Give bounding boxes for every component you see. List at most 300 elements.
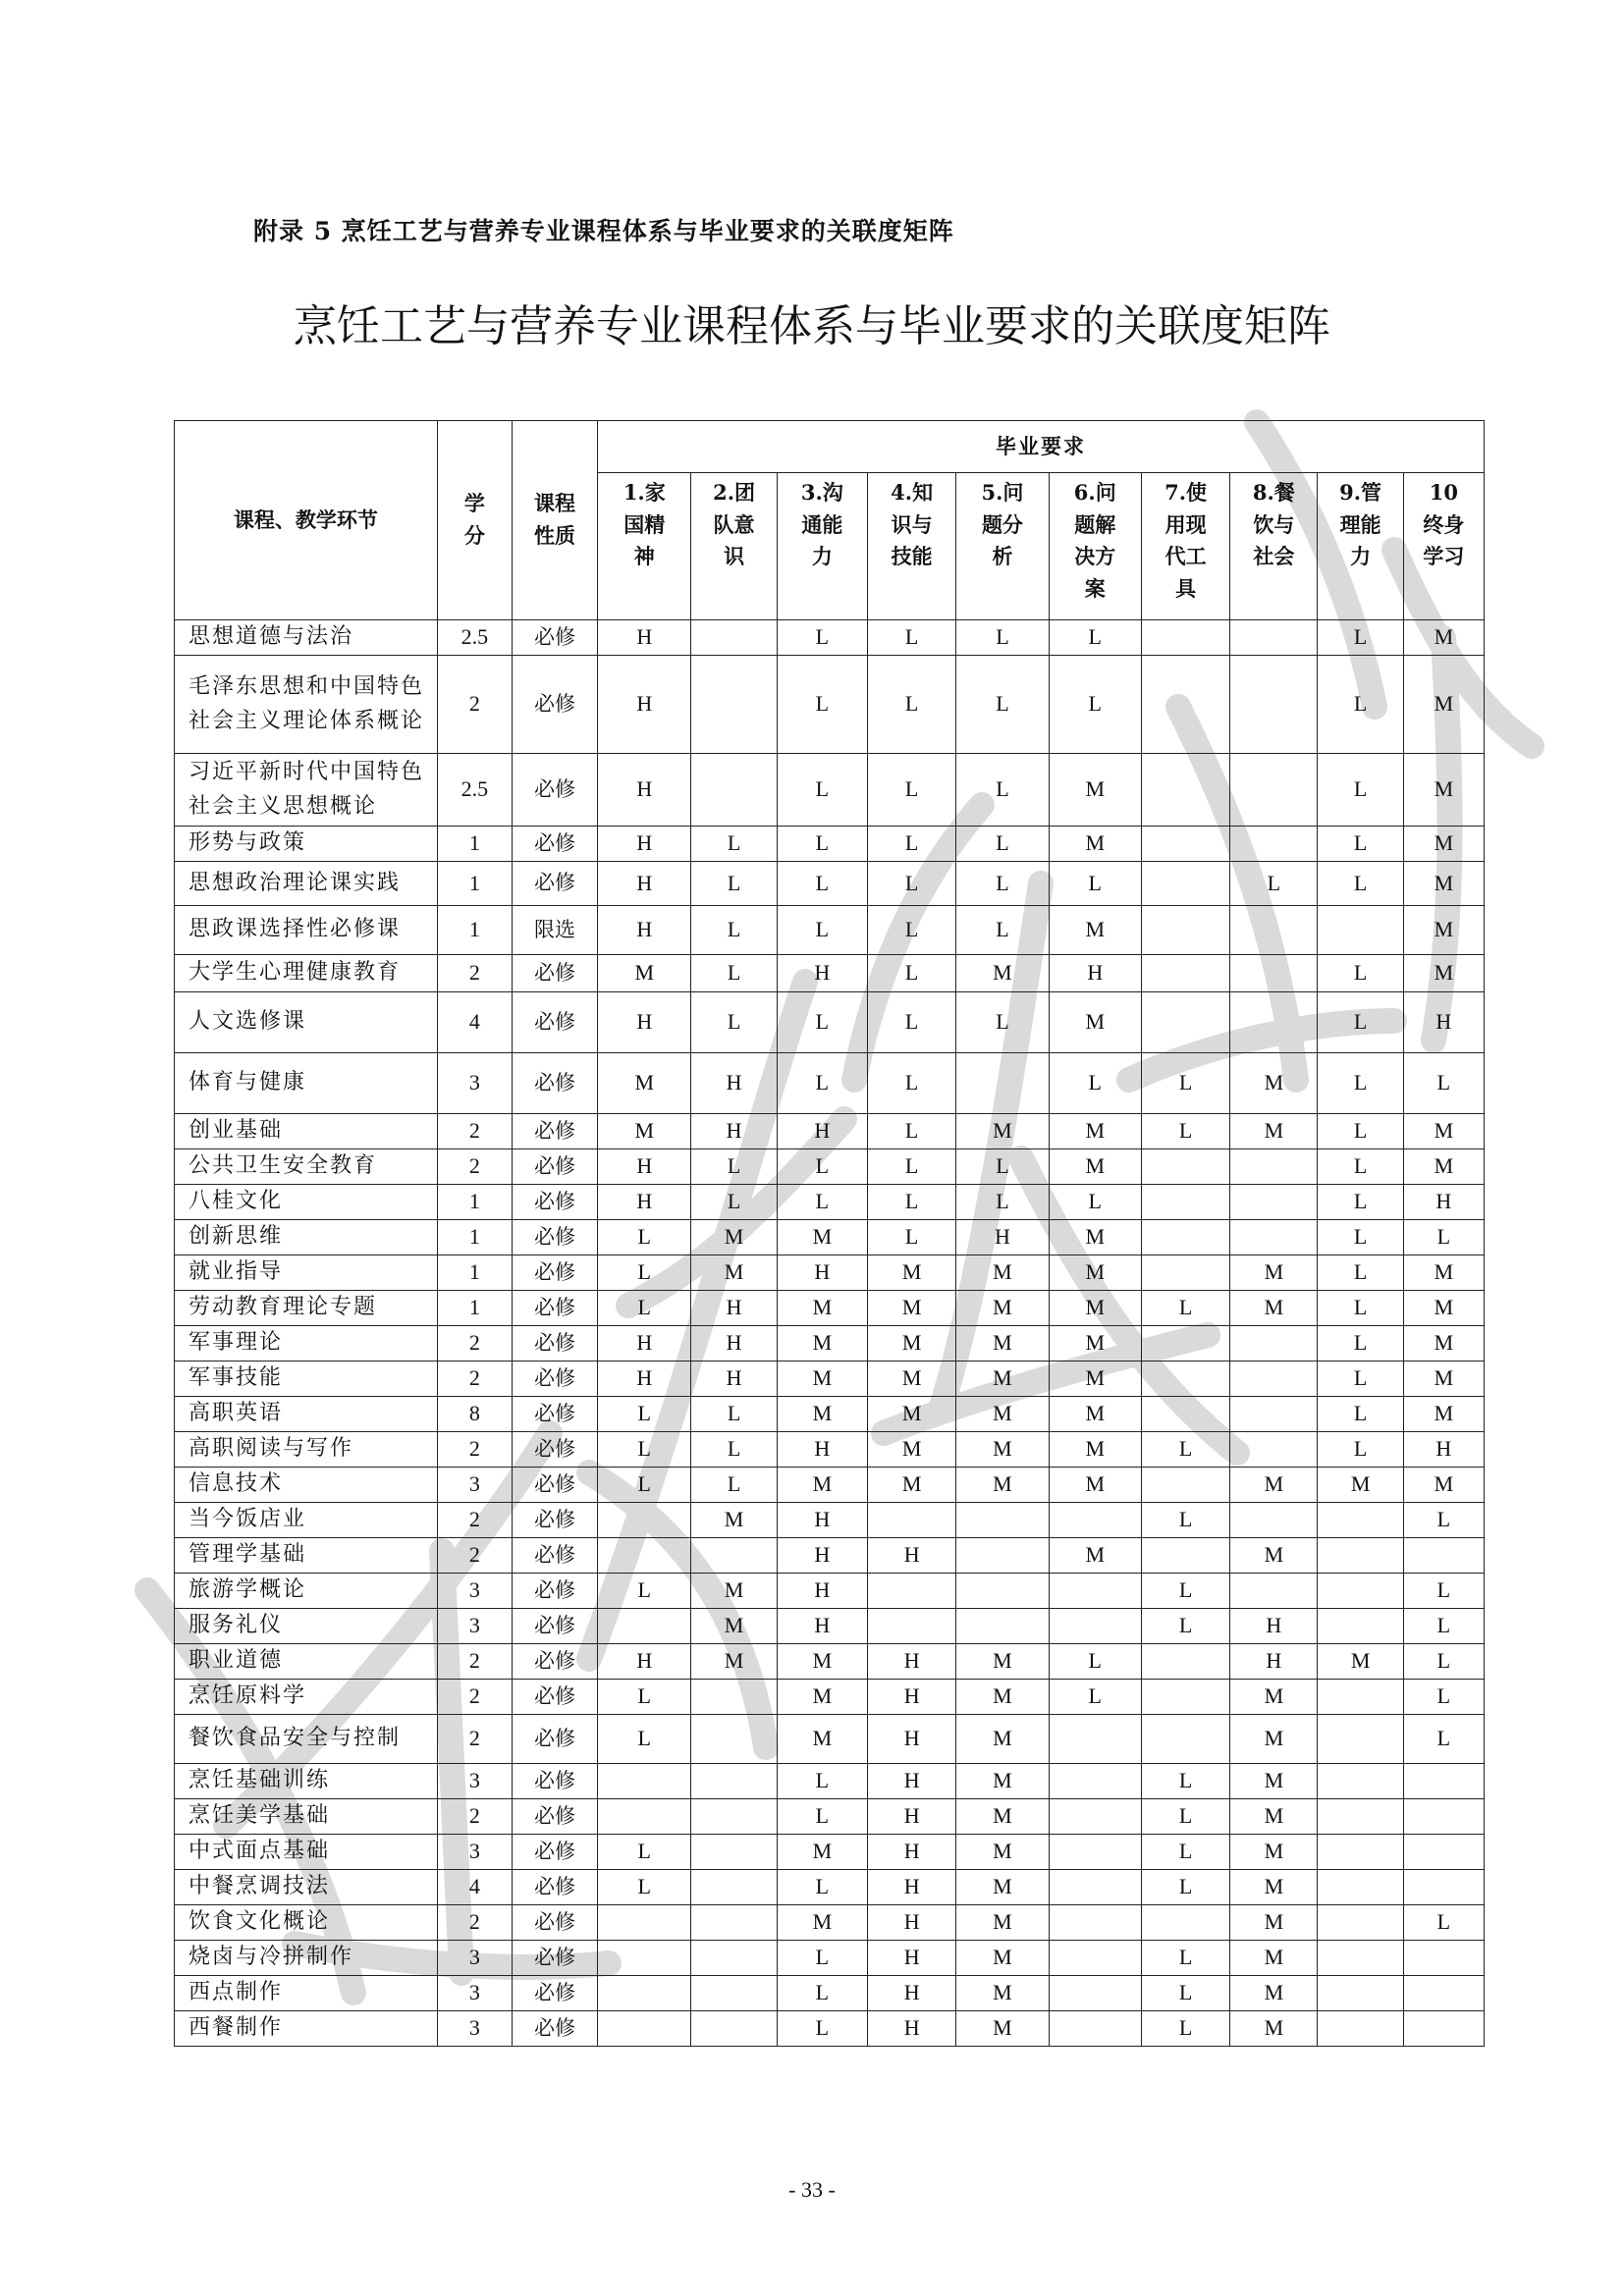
relevance-cell-req-8 [1230,1397,1318,1432]
relevance-cell-req-4: M [868,1362,956,1397]
nature-cell: 必修 [512,1644,597,1680]
relevance-cell-req-10: M [1403,1255,1484,1291]
relevance-cell-req-9 [1318,1941,1403,1976]
relevance-cell-req-5 [956,1609,1049,1644]
relevance-cell-req-6: L [1049,1680,1141,1715]
relevance-cell-req-2 [691,1976,777,2011]
relevance-cell-req-2: H [691,1326,777,1362]
relevance-cell-req-4: L [868,992,956,1053]
relevance-cell-req-5: M [956,1680,1049,1715]
table-row [175,1114,1485,1149]
relevance-cell-req-8 [1230,992,1318,1053]
relevance-cell-req-7 [1141,754,1229,827]
table-row [175,1764,1485,1799]
relevance-cell-req-1: L [598,1715,691,1764]
relevance-cell-req-8: M [1230,1715,1318,1764]
relevance-cell-req-6: L [1049,1644,1141,1680]
relevance-cell-req-8: M [1230,1976,1318,2011]
header-requirement-3: 3.沟 通能 力 [777,473,867,620]
relevance-cell-req-9: L [1318,1362,1403,1397]
credit-cell: 3 [437,1609,512,1644]
relevance-cell-req-9: L [1318,827,1403,862]
relevance-cell-req-8 [1230,656,1318,754]
credit-cell: 2.5 [437,620,512,656]
credit-cell: 2 [437,1149,512,1185]
relevance-cell-req-1: L [598,1291,691,1326]
relevance-cell-req-5 [956,1503,1049,1538]
relevance-cell-req-3: M [777,1680,867,1715]
relevance-cell-req-9: M [1318,1644,1403,1680]
relevance-cell-req-8: M [1230,1255,1318,1291]
nature-cell: 必修 [512,955,597,992]
relevance-cell-req-4 [868,1503,956,1538]
relevance-cell-req-7 [1141,1715,1229,1764]
credit-cell: 2 [437,1715,512,1764]
relevance-cell-req-8 [1230,1432,1318,1468]
relevance-cell-req-6 [1049,1715,1141,1764]
credit-cell: 2 [437,955,512,992]
relevance-cell-req-7 [1141,1326,1229,1362]
relevance-cell-req-6: M [1049,1362,1141,1397]
relevance-cell-req-5: L [956,862,1049,906]
relevance-cell-req-10: M [1403,827,1484,862]
credit-cell: 1 [437,827,512,862]
relevance-cell-req-8: M [1230,1764,1318,1799]
relevance-cell-req-10: L [1403,1680,1484,1715]
relevance-cell-req-8 [1230,1185,1318,1220]
relevance-cell-req-8 [1230,1149,1318,1185]
credit-cell: 1 [437,1185,512,1220]
relevance-cell-req-10: L [1403,1220,1484,1255]
relevance-cell-req-6 [1049,1609,1141,1644]
nature-cell: 必修 [512,862,597,906]
credit-cell: 2 [437,1114,512,1149]
relevance-cell-req-3: L [777,1053,867,1114]
relevance-cell-req-6: M [1049,1397,1141,1432]
course-name-cell: 思想政治理论课实践 [175,862,438,906]
relevance-cell-req-10: H [1403,1432,1484,1468]
table-row [175,656,1485,754]
relevance-cell-req-1 [598,1905,691,1941]
credit-cell: 3 [437,1468,512,1503]
course-name-cell: 信息技术 [175,1468,438,1503]
relevance-cell-req-2: H [691,1362,777,1397]
course-name-cell: 军事技能 [175,1362,438,1397]
page-title: 烹饪工艺与营养专业课程体系与毕业要求的关联度矩阵 [294,301,1330,351]
relevance-cell-req-1 [598,1503,691,1538]
relevance-cell-req-2: M [691,1255,777,1291]
relevance-cell-req-8: M [1230,2011,1318,2047]
course-name-cell: 烧卤与冷拼制作 [175,1941,438,1976]
header-credit-text: 学 分 [463,491,485,548]
relevance-cell-req-9: L [1318,1432,1403,1468]
relevance-cell-req-6: H [1049,955,1141,992]
relevance-cell-req-5 [956,1053,1049,1114]
relevance-cell-req-5: M [956,1799,1049,1835]
relevance-cell-req-7 [1141,1644,1229,1680]
table-row [175,1835,1485,1870]
relevance-cell-req-7: L [1141,1764,1229,1799]
relevance-cell-req-1: L [598,1397,691,1432]
relevance-cell-req-6: M [1049,1291,1141,1326]
relevance-cell-req-2 [691,1905,777,1941]
relevance-cell-req-4: M [868,1468,956,1503]
course-name-cell: 八桂文化 [175,1185,438,1220]
relevance-cell-req-8: M [1230,1053,1318,1114]
relevance-cell-req-4: H [868,2011,956,2047]
course-name-cell: 毛泽东思想和中国特色社会主义理论体系概论 [175,656,438,754]
relevance-cell-req-10 [1403,1870,1484,1905]
table-row [175,1326,1485,1362]
relevance-cell-req-3: M [777,1644,867,1680]
relevance-cell-req-9 [1318,1574,1403,1609]
relevance-cell-req-2: L [691,992,777,1053]
relevance-cell-req-4: M [868,1397,956,1432]
relevance-cell-req-2: H [691,1114,777,1149]
credit-cell: 2 [437,1538,512,1574]
relevance-cell-req-3: L [777,656,867,754]
relevance-cell-req-1 [598,1941,691,1976]
relevance-cell-req-5: L [956,992,1049,1053]
relevance-cell-req-7: L [1141,1941,1229,1976]
relevance-cell-req-10: L [1403,1609,1484,1644]
relevance-cell-req-5: M [956,1291,1049,1326]
relevance-cell-req-6 [1049,1870,1141,1905]
relevance-cell-req-4: L [868,1149,956,1185]
nature-cell: 必修 [512,1574,597,1609]
credit-cell: 2 [437,1503,512,1538]
relevance-cell-req-9: L [1318,754,1403,827]
relevance-cell-req-10 [1403,1976,1484,2011]
course-name-cell: 西餐制作 [175,2011,438,2047]
relevance-cell-req-7 [1141,955,1229,992]
table-row [175,1149,1485,1185]
relevance-cell-req-1: H [598,1644,691,1680]
relevance-cell-req-10: M [1403,620,1484,656]
relevance-cell-req-6 [1049,1835,1141,1870]
relevance-cell-req-10: L [1403,1644,1484,1680]
relevance-cell-req-10 [1403,1538,1484,1574]
relevance-cell-req-7: L [1141,1114,1229,1149]
relevance-cell-req-8: M [1230,1538,1318,1574]
relevance-cell-req-3: L [777,1870,867,1905]
credit-cell: 1 [437,862,512,906]
relevance-cell-req-6: M [1049,1220,1141,1255]
course-name-cell: 西点制作 [175,1976,438,2011]
relevance-cell-req-8 [1230,906,1318,955]
relevance-cell-req-5: M [956,1976,1049,2011]
relevance-cell-req-9 [1318,906,1403,955]
relevance-cell-req-9: L [1318,656,1403,754]
table-row [175,955,1485,992]
relevance-cell-req-2 [691,656,777,754]
credit-cell: 2 [437,1362,512,1397]
credit-cell: 3 [437,1053,512,1114]
relevance-cell-req-8 [1230,955,1318,992]
header-requirement-6: 6.问 题解 决方 案 [1049,473,1141,620]
relevance-cell-req-10: L [1403,1503,1484,1538]
credit-cell: 3 [437,1835,512,1870]
relevance-cell-req-4: L [868,862,956,906]
course-name-cell: 体育与健康 [175,1053,438,1114]
relevance-cell-req-2: L [691,1149,777,1185]
relevance-cell-req-1: L [598,1574,691,1609]
relevance-cell-req-3: L [777,2011,867,2047]
header-requirement-4: 4.知 识与 技能 [868,473,956,620]
table-row [175,1468,1485,1503]
relevance-cell-req-2 [691,620,777,656]
relevance-cell-req-10: M [1403,906,1484,955]
nature-cell: 必修 [512,620,597,656]
course-name-cell: 当今饭店业 [175,1503,438,1538]
nature-cell: 必修 [512,1432,597,1468]
relevance-cell-req-2 [691,1680,777,1715]
relevance-cell-req-4: L [868,955,956,992]
relevance-cell-req-3: M [777,1220,867,1255]
relevance-cell-req-3: M [777,1362,867,1397]
credit-cell: 2 [437,1799,512,1835]
nature-cell: 必修 [512,1255,597,1291]
relevance-cell-req-8: M [1230,1799,1318,1835]
credit-cell: 3 [437,1941,512,1976]
relevance-cell-req-6: M [1049,1149,1141,1185]
course-name-cell: 公共卫生安全教育 [175,1149,438,1185]
relevance-cell-req-4: M [868,1432,956,1468]
relevance-cell-req-8: M [1230,1114,1318,1149]
correlation-matrix-table [174,420,1485,2047]
relevance-cell-req-7 [1141,1905,1229,1941]
relevance-cell-req-7 [1141,656,1229,754]
relevance-cell-req-10: L [1403,1053,1484,1114]
relevance-cell-req-9: L [1318,1220,1403,1255]
relevance-cell-req-2: L [691,906,777,955]
credit-cell: 1 [437,1291,512,1326]
relevance-cell-req-1: H [598,1326,691,1362]
relevance-cell-req-2: H [691,1291,777,1326]
relevance-cell-req-5: M [956,1326,1049,1362]
header-requirement-9: 9.管 理能 力 [1318,473,1403,620]
relevance-cell-req-6 [1049,1905,1141,1941]
header-course: 课程、教学环节 [175,421,438,620]
relevance-cell-req-4: H [868,1644,956,1680]
relevance-cell-req-6 [1049,1799,1141,1835]
relevance-cell-req-9 [1318,1764,1403,1799]
relevance-cell-req-1: M [598,1053,691,1114]
relevance-cell-req-7: L [1141,1574,1229,1609]
relevance-cell-req-4: H [868,1835,956,1870]
relevance-cell-req-7: L [1141,1799,1229,1835]
relevance-cell-req-10 [1403,1799,1484,1835]
credit-cell: 3 [437,2011,512,2047]
relevance-cell-req-1: H [598,906,691,955]
relevance-cell-req-10: M [1403,1149,1484,1185]
relevance-cell-req-5: L [956,1149,1049,1185]
table-row [175,1715,1485,1764]
relevance-cell-req-1 [598,1799,691,1835]
relevance-cell-req-9: L [1318,620,1403,656]
nature-cell: 必修 [512,1503,597,1538]
header-requirement-10: 10 终身 学习 [1403,473,1484,620]
relevance-cell-req-6 [1049,2011,1141,2047]
relevance-cell-req-9 [1318,1503,1403,1538]
relevance-cell-req-9: L [1318,862,1403,906]
relevance-cell-req-7 [1141,1362,1229,1397]
relevance-cell-req-10: L [1403,1574,1484,1609]
relevance-cell-req-5: M [956,1715,1049,1764]
relevance-cell-req-2 [691,1870,777,1905]
relevance-cell-req-7: L [1141,2011,1229,2047]
relevance-cell-req-6: M [1049,1255,1141,1291]
relevance-cell-req-1: H [598,656,691,754]
relevance-cell-req-9 [1318,1905,1403,1941]
relevance-cell-req-6: L [1049,862,1141,906]
course-name-cell: 管理学基础 [175,1538,438,1574]
table-row [175,1538,1485,1574]
relevance-cell-req-5: L [956,906,1049,955]
relevance-cell-req-2 [691,1764,777,1799]
relevance-cell-req-7 [1141,1220,1229,1255]
course-name-cell: 人文选修课 [175,992,438,1053]
table-row [175,906,1485,955]
table-row [175,1291,1485,1326]
relevance-cell-req-5: M [956,1114,1049,1149]
nature-cell: 必修 [512,1976,597,2011]
relevance-cell-req-7 [1141,1680,1229,1715]
relevance-cell-req-4: L [868,1114,956,1149]
relevance-cell-req-2: L [691,1397,777,1432]
relevance-cell-req-4: L [868,620,956,656]
relevance-cell-req-7: L [1141,1609,1229,1644]
relevance-cell-req-1: H [598,1362,691,1397]
credit-cell: 8 [437,1397,512,1432]
course-name-cell: 中餐烹调技法 [175,1870,438,1905]
table-row [175,1574,1485,1609]
header-requirement-2: 2.团 队意 识 [691,473,777,620]
relevance-cell-req-2 [691,1799,777,1835]
relevance-cell-req-1: M [598,955,691,992]
table-row [175,1870,1485,1905]
relevance-cell-req-2: L [691,1468,777,1503]
relevance-cell-req-7: L [1141,1976,1229,2011]
relevance-cell-req-2 [691,754,777,827]
relevance-cell-req-10 [1403,2011,1484,2047]
relevance-cell-req-6: M [1049,992,1141,1053]
table-row [175,862,1485,906]
relevance-cell-req-4: H [868,1715,956,1764]
table-row [175,1976,1485,2011]
relevance-cell-req-3: H [777,955,867,992]
relevance-cell-req-3: M [777,1291,867,1326]
relevance-cell-req-1: H [598,862,691,906]
relevance-cell-req-8 [1230,1220,1318,1255]
course-name-cell: 服务礼仪 [175,1609,438,1644]
relevance-cell-req-4: L [868,656,956,754]
relevance-cell-req-9: L [1318,1149,1403,1185]
relevance-cell-req-4: H [868,1905,956,1941]
relevance-cell-req-3: M [777,1326,867,1362]
relevance-cell-req-10: M [1403,1362,1484,1397]
relevance-cell-req-6: L [1049,656,1141,754]
relevance-cell-req-7 [1141,827,1229,862]
relevance-cell-req-4: H [868,1976,956,2011]
nature-cell: 必修 [512,1680,597,1715]
table-row [175,827,1485,862]
course-name-cell: 职业道德 [175,1644,438,1680]
relevance-cell-req-9: L [1318,1114,1403,1149]
relevance-cell-req-4: L [868,1185,956,1220]
table-row [175,1053,1485,1114]
nature-cell: 必修 [512,1799,597,1835]
nature-cell: 必修 [512,1220,597,1255]
credit-cell: 2 [437,1905,512,1941]
course-name-cell: 烹饪美学基础 [175,1799,438,1835]
course-name-cell: 思政课选择性必修课 [175,906,438,955]
relevance-cell-req-3: L [777,906,867,955]
relevance-cell-req-6 [1049,1764,1141,1799]
relevance-cell-req-2: L [691,827,777,862]
relevance-cell-req-9 [1318,1870,1403,1905]
relevance-cell-req-9 [1318,2011,1403,2047]
relevance-cell-req-5: M [956,1764,1049,1799]
header-nature [512,421,597,620]
relevance-cell-req-10: M [1403,1468,1484,1503]
relevance-cell-req-3: L [777,754,867,827]
relevance-cell-req-1: L [598,1220,691,1255]
relevance-cell-req-7 [1141,1538,1229,1574]
relevance-cell-req-8: M [1230,1870,1318,1905]
relevance-cell-req-1: H [598,1149,691,1185]
course-name-cell: 饮食文化概论 [175,1905,438,1941]
course-name-cell: 高职英语 [175,1397,438,1432]
table-row [175,1397,1485,1432]
credit-cell: 2 [437,1644,512,1680]
relevance-cell-req-7 [1141,1397,1229,1432]
relevance-cell-req-2: L [691,955,777,992]
relevance-cell-req-7 [1141,1185,1229,1220]
nature-cell: 必修 [512,1715,597,1764]
relevance-cell-req-2 [691,1538,777,1574]
relevance-cell-req-7 [1141,1149,1229,1185]
relevance-cell-req-9 [1318,1976,1403,2011]
relevance-cell-req-8 [1230,1326,1318,1362]
relevance-cell-req-10: H [1403,992,1484,1053]
relevance-cell-req-1 [598,2011,691,2047]
relevance-cell-req-5: M [956,1468,1049,1503]
relevance-cell-req-9: L [1318,955,1403,992]
relevance-cell-req-5: L [956,827,1049,862]
table-row [175,1220,1485,1255]
table-row [175,1680,1485,1715]
header-credit [437,421,512,620]
relevance-cell-req-3: L [777,1941,867,1976]
relevance-cell-req-3: M [777,1905,867,1941]
table-row [175,620,1485,656]
relevance-cell-req-3: H [777,1609,867,1644]
relevance-cell-req-3: M [777,1715,867,1764]
relevance-cell-req-4: H [868,1764,956,1799]
relevance-cell-req-10: M [1403,1326,1484,1362]
credit-cell: 2 [437,1326,512,1362]
relevance-cell-req-8 [1230,1503,1318,1538]
relevance-cell-req-8: M [1230,1905,1318,1941]
relevance-cell-req-10 [1403,1835,1484,1870]
relevance-cell-req-4: M [868,1255,956,1291]
relevance-cell-req-1: H [598,827,691,862]
relevance-cell-req-5: L [956,620,1049,656]
relevance-cell-req-8 [1230,754,1318,827]
nature-cell: 必修 [512,1397,597,1432]
relevance-cell-req-1: L [598,1432,691,1468]
